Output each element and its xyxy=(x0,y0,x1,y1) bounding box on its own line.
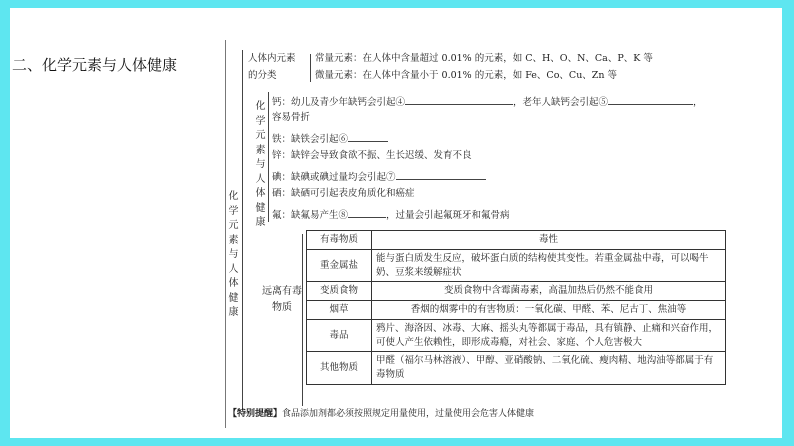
fluorine-text-b: ，过量会引起氟斑牙和氟骨病 xyxy=(386,210,510,221)
trace-elements: 微量元素：在人体中含量小于 0.01% 的元素，如 Fe、Co、Cu、Zn 等 xyxy=(315,70,618,81)
table-row xyxy=(307,301,726,320)
classification-brace xyxy=(310,54,311,82)
tip-label: 【特别提醒】 xyxy=(228,409,283,419)
calcium-line-2: 容易骨折 xyxy=(272,112,311,123)
toxic-brace xyxy=(302,234,303,406)
row-substance: 其他物质 xyxy=(307,352,372,385)
classification-label-2: 的分类 xyxy=(248,70,277,81)
calcium-text-a: 钙：幼儿及青少年缺钙会引起④ xyxy=(272,97,406,108)
calcium-line xyxy=(272,95,703,108)
root-label: 化学元素与人体健康 xyxy=(228,191,239,318)
blank-6[interactable] xyxy=(348,132,388,142)
row-toxicity: 能与蛋白质发生反应，破坏蛋白质的结构使其变性。若重金属盐中毒，可以喝牛奶、豆浆来缓解症状 xyxy=(372,249,726,282)
row-substance: 烟草 xyxy=(307,301,372,320)
table-row xyxy=(307,319,726,352)
table-header-row xyxy=(307,231,726,250)
tip-text: 食品添加剂都必须按照规定用量使用，过量使用会危害人体健康 xyxy=(282,409,535,419)
margin-line xyxy=(225,40,226,428)
elements-label: 化学元素与人体健康 xyxy=(255,101,266,228)
fluorine-line xyxy=(272,208,510,221)
zinc-line: 锌：缺锌会导致食欲不振、生长迟缓、发育不良 xyxy=(272,150,472,161)
table-row xyxy=(307,249,726,282)
iodine-line xyxy=(272,170,486,183)
section-title: 二、化学元素与人体健康 xyxy=(12,56,178,74)
row-toxicity: 鸦片、海洛因、冰毒、大麻、摇头丸等都属于毒品，具有镇静、止痛和兴奋作用，可使人产生依赖性，即形成毒瘾，对社会、家庭、个人危害极大 xyxy=(372,319,726,352)
row-substance: 毒品 xyxy=(307,319,372,352)
elements-brace xyxy=(268,92,269,222)
toxic-table xyxy=(306,230,726,385)
special-tip xyxy=(228,410,728,419)
row-substance: 重金属盐 xyxy=(307,249,372,282)
toxic-label: 远离有毒物质 xyxy=(262,286,302,313)
calcium-text-b: ，老年人缺钙会引起⑤ xyxy=(513,97,609,108)
selenium-line: 硒：缺硒可引起表皮角质化和癌症 xyxy=(272,188,415,199)
header-toxicity: 毒性 xyxy=(372,231,726,250)
iodine-text: 碘：缺碘或碘过量均会引起⑦ xyxy=(272,172,396,183)
knowledge-diagram xyxy=(228,40,728,430)
row-substance: 变质食物 xyxy=(307,282,372,301)
blank-4[interactable] xyxy=(405,95,513,105)
table-row xyxy=(307,352,726,385)
iron-text: 铁：缺铁会引起⑥ xyxy=(272,134,349,145)
major-elements: 常量元素：在人体中含量超过 0.01% 的元素，如 C、H、O、N、Ca、P、K 等 xyxy=(315,53,653,64)
classification-label-1: 人体内元素 xyxy=(248,53,296,64)
header-substance: 有毒物质 xyxy=(307,231,372,250)
calcium-text-c: ， xyxy=(693,97,703,108)
root-brace xyxy=(242,50,243,410)
fluorine-text-a: 氟：缺氟易产生⑧ xyxy=(272,210,349,221)
blank-5[interactable] xyxy=(608,95,693,105)
iron-line xyxy=(272,132,388,145)
row-toxicity: 甲醛（福尔马林溶液）、甲醇、亚硝酸钠、二氧化硫、瘦肉精、地沟油等都属于有毒物质 xyxy=(372,352,726,385)
blank-8[interactable] xyxy=(348,208,386,218)
row-toxicity: 变质食物中含霉菌毒素，高温加热后仍然不能食用 xyxy=(372,282,726,301)
blank-7[interactable] xyxy=(396,170,486,180)
row-toxicity: 香烟的烟雾中的有害物质：一氧化碳、甲醛、苯、尼古丁、焦油等 xyxy=(372,301,726,320)
table-row xyxy=(307,282,726,301)
